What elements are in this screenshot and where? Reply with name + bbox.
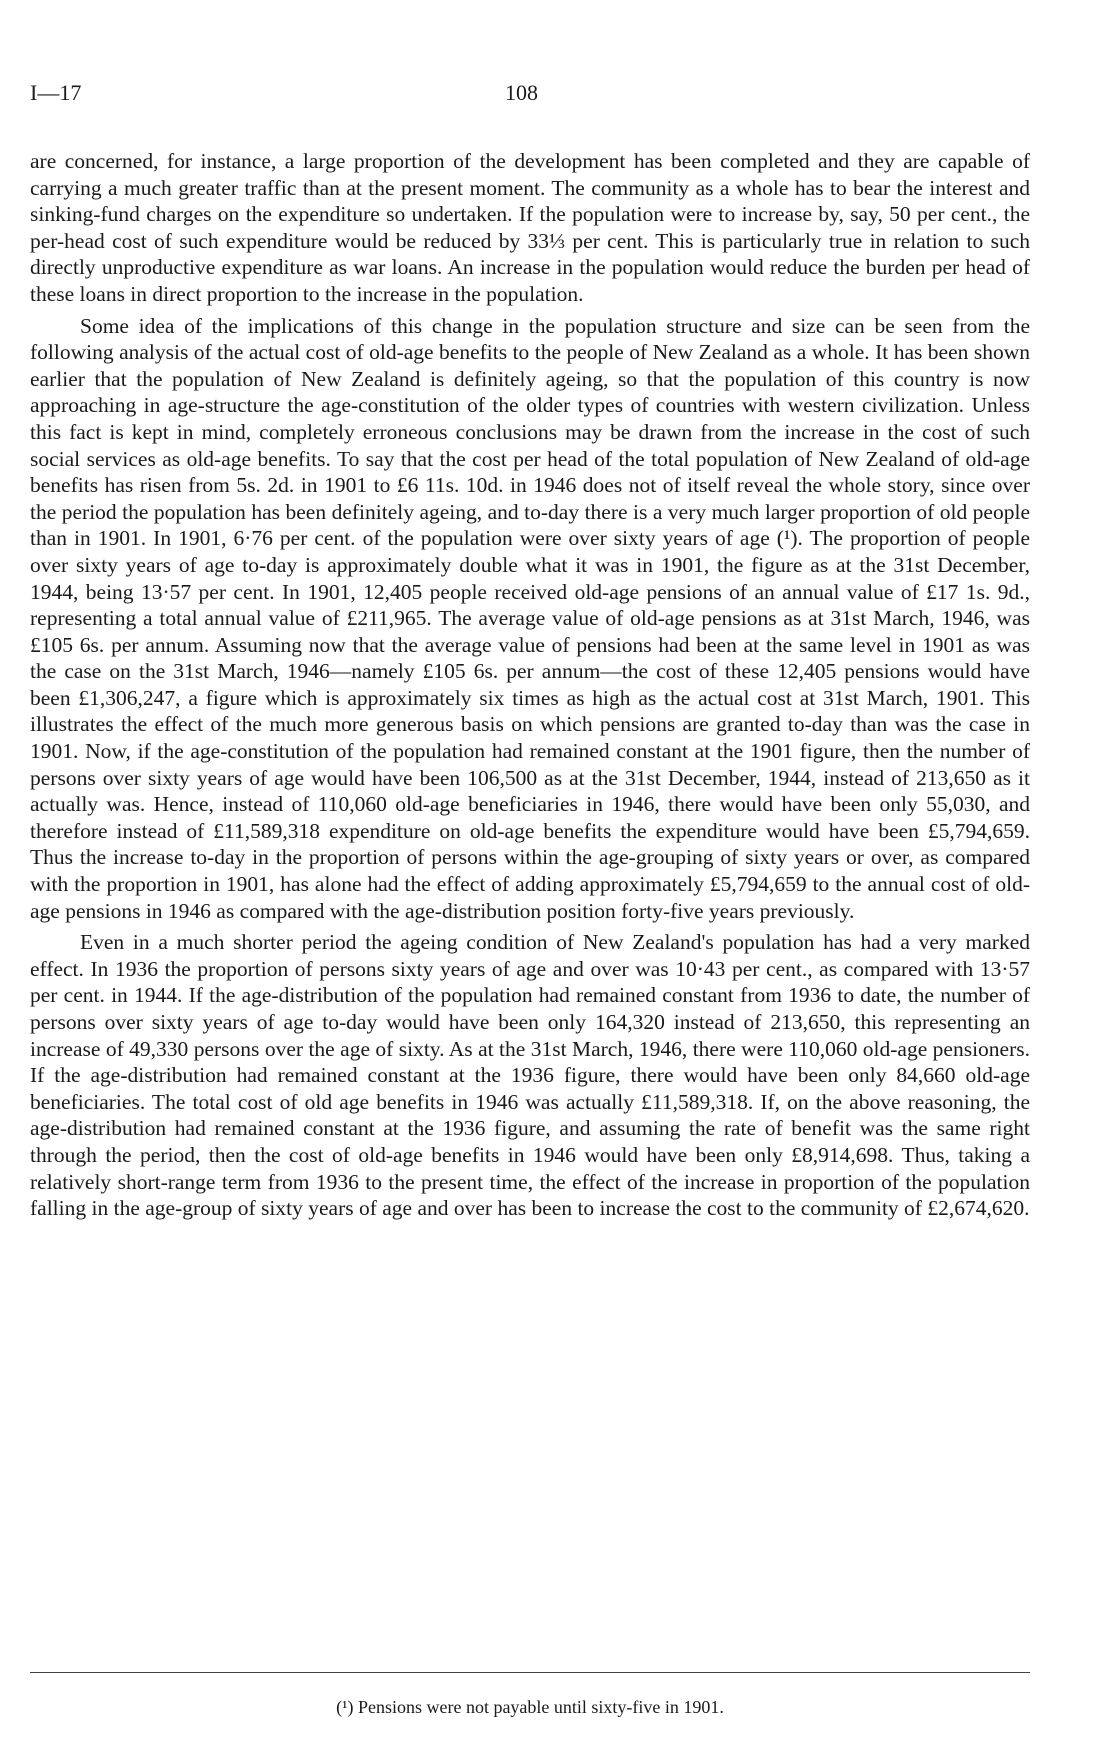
- paragraph-shorter-period-effect: Even in a much shorter period the ageing condition of New Zealand's population has had a very marked effect. In 1936 the proportion of persons sixty years of age and over was 10·43 per cent., as compared with 13·57 per cent. in 1944. If the age-distribution of the population had remained constant from 1936 to date, the number of persons over sixty years of age to-day would have been only 164,320 instead of 213,650, this representing an increase of 49,330 persons over the age of sixty. As at the 31st March, 1946, there were 110,060 old-age pensioners. If the age-distribution had remained constant at the 1936 figure, there would have been only 84,660 old-age beneficiaries. The total cost of old age benefits in 1946 was actually £11,589,318. If, on the above reasoning, the age-distribution had remained constant at the 1936 figure, and assuming the rate of benefit was the same right through the period, then the cost of old-age benefits in 1946 would have been only £8,914,698. Thus, taking a relatively short-range term from 1936 to the present time, the effect of the increase in proportion of the population falling in the age-group of sixty years of age and over has been to increase the cost to the community of £2,674,620.: [30, 930, 1030, 1221]
- footnote-divider: [30, 1672, 1030, 1673]
- page-number: 108: [505, 80, 538, 105]
- body-text: [30, 148, 1030, 1227]
- document-reference: I—17: [30, 80, 82, 105]
- paragraph-continued: are concerned, for instance, a large proportion of the development has been completed and they are capable of carrying a much greater traffic than at the present moment. The community as a whole has to bear the interest and sinking-fund charges on the expenditure so undertaken. If the population were to increase by, say, 50 per cent., the per-head cost of such expenditure would be reduced by 33⅓ per cent. This is particularly true in relation to such directly unproductive expenditure as war loans. An increase in the population would reduce the burden per head of these loans in direct proportion to the increase in the population.: [30, 149, 1030, 306]
- footnote: (¹) Pensions were not payable until sixty-five in 1901.: [336, 1697, 724, 1717]
- paragraph-old-age-cost-analysis: Some idea of the implications of this change in the population structure and size can be seen from the following analysis of the actual cost of old-age benefits to the people of New Zealand as a whole. It has been shown earlier that the population of New Zealand is definitely ageing, so that the population of this country is now approaching in age-structure the age-constitution of the older types of countries with western civilization. Unless this fact is kept in mind, completely erroneous conclusions may be drawn from the increase in the cost of such social services as old-age benefits. To say that the cost per head of the total population of New Zealand of old-age benefits has risen from 5s. 2d. in 1901 to £6 11s. 10d. in 1946 does not of itself reveal the whole story, since over the period the population has been definitely ageing, and to-day there is a very much larger proportion of old people than in 1901. In 1901, 6·76 per cent. of the population were over sixty years of age (¹). The proportion of people over sixty years of age to-day is approximately double what it was in 1901, the figure as at the 31st December, 1944, being 13·57 per cent. In 1901, 12,405 people received old-age pensions of an annual value of £17 1s. 9d., representing a total annual value of £211,965. The average value of old-age pensions as at 31st March, 1946, was £105 6s. per annum. Assuming now that the average value of pensions had been at the same level in 1901 as was the case on the 31st March, 1946—namely £105 6s. per annum—the cost of these 12,405 pensions would have been £1,306,247, a figure which is approximately six times as high as the actual cost at 31st March, 1901. This illustrates the effect of the much more generous basis on which pensions are granted to-day than was the case in 1901. Now, if the age-constitution of the population had remained constant at the 1901 figure, then the number of persons over sixty years of age would have been 106,500 as at the 31st December, 1944, instead of 213,650 as it actually was. Hence, instead of 110,060 old-age beneficiaries in 1946, there would have been only 55,030, and therefore instead of £11,589,318 expenditure on old-age benefits the expenditure would have been £5,794,659. Thus the increase to-day in the proportion of persons within the age-grouping of sixty years or over, as compared with the proportion in 1901, has alone had the effect of adding approximately £5,794,659 to the annual cost of old-age pensions in 1946 as compared with the age-distribution position forty-five years previously.: [30, 313, 1030, 923]
- page-header: [30, 80, 1030, 110]
